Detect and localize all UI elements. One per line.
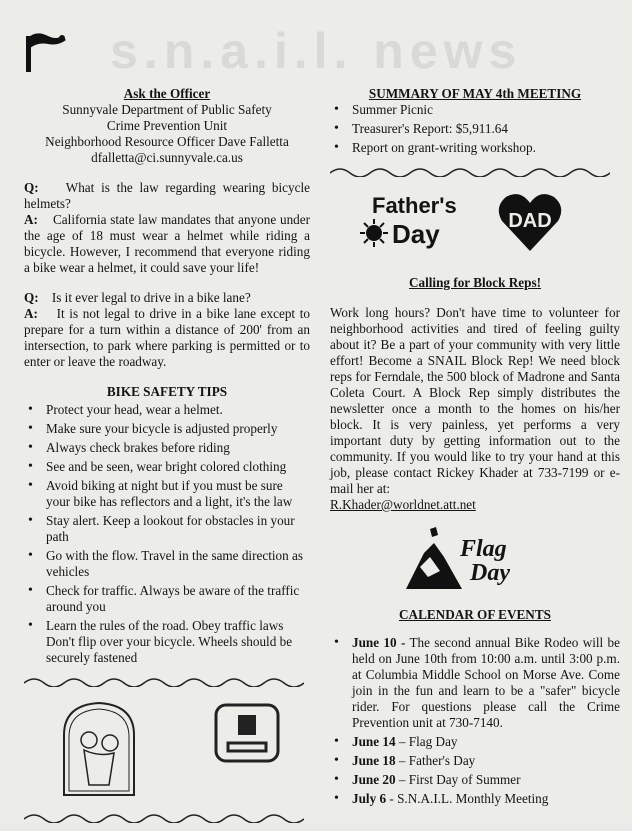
bike-tips-heading: BIKE SAFETY TIPS	[106, 384, 228, 399]
event-date: July 6	[352, 791, 387, 806]
event-text: – Father's Day	[398, 753, 476, 768]
fathers-day-banner	[330, 191, 620, 263]
list-item: • Summer Picnic	[330, 102, 620, 118]
answer-2	[24, 306, 310, 370]
block-reps-heading: Calling for Block Reps!	[408, 275, 541, 290]
answer-1	[24, 212, 310, 276]
list-item: • See and be seen, wear bright colored clothing	[24, 459, 310, 475]
bike-tips-list	[24, 402, 310, 666]
masthead-title: s.n.a.i.l. news	[110, 23, 523, 79]
snail-divider-icon	[330, 163, 610, 177]
ask-line-2: Crime Prevention Unit	[106, 118, 228, 133]
list-item: • Go with the flow. Travel in the same direction as vehicles	[24, 548, 310, 580]
question-1	[24, 180, 310, 212]
list-item: • Always check brakes before riding	[24, 440, 310, 456]
snail-divider-icon	[24, 673, 304, 687]
q-label: Q:	[24, 180, 39, 195]
block-rep-email-link[interactable]: R.Khader@worldnet.att.net	[330, 497, 476, 512]
snail-divider-icon	[24, 809, 304, 823]
event-text: – First Day of Summer	[398, 772, 521, 787]
flag-day-banner	[330, 523, 620, 597]
summary-heading: SUMMARY OF MAY 4th MEETING	[368, 86, 582, 101]
ask-line-3: Neighborhood Resource Officer Dave Falletta	[45, 134, 289, 149]
list-item	[330, 734, 620, 750]
question-2	[24, 290, 310, 306]
event-text: The second annual Bike Rodeo will be held on June 10th from 10:00 a.m. until 3:00 p.m. at Columbia Middle School on Morse Ave. Come join in the fun and learn to be a "safer" bicycle rider. For questions please call the Crime Prevention unit at 730-7140.	[352, 635, 620, 730]
flag-text: Flag	[460, 536, 507, 562]
question-1-text: What is the law regarding wearing bicycle helmets?	[24, 180, 310, 211]
list-item	[330, 635, 620, 731]
summary-list	[330, 102, 620, 156]
block-reps-text: Work long hours? Don't have time to volunteer for neighborhood activities and tired of feeling guilty about it? Be a part of your community with very little effort! Become a SNAIL Block Rep! We need block reps for Ferndale, the 500 block of Madrone and Santa Coleta Court. A Block Rep simply distributes the newsletter once a month to the homes on his/her block. It is very painless, yet performs a very important duty by getting information out to the community. If you would like to try your hand at this job, please contact Rickey Khader at 733-7199 or e-mail her at:	[330, 305, 620, 496]
sun-icon	[360, 219, 388, 247]
a-label: A:	[24, 212, 38, 227]
list-item: • Stay alert. Keep a lookout for obstacles in your path	[24, 513, 310, 545]
events-list	[330, 635, 620, 807]
event-date: June 10 -	[352, 635, 406, 650]
dad-text: DAD	[508, 210, 552, 232]
clipart-row	[24, 695, 310, 805]
list-item	[330, 772, 620, 788]
list-item: • Learn the rules of the road. Obey traffic laws Don't flip over your bicycle. Wheels should be securely fastened	[24, 618, 310, 666]
right-column	[330, 86, 620, 810]
ask-officer-heading: Ask the Officer	[123, 86, 211, 101]
flag-day-text: Day	[470, 560, 510, 586]
list-item: • Protect your head, wear a helmet.	[24, 402, 310, 418]
event-text: - S.N.A.I.L. Monthly Meeting	[389, 791, 549, 806]
question-2-text: Is it ever legal to drive in a bike lane?	[51, 290, 251, 305]
a-label: A:	[24, 306, 38, 321]
day-text: Day	[392, 219, 440, 249]
fathers-day-text: Father's	[372, 193, 457, 218]
snail-logo-icon	[22, 26, 72, 76]
dad-heart-icon	[498, 191, 562, 253]
event-date: June 14	[352, 734, 396, 749]
list-item: • Treasurer's Report: $5,911.64	[330, 121, 620, 137]
list-item: • Check for traffic. Always be aware of the traffic around you	[24, 583, 310, 615]
q-label: Q:	[24, 290, 39, 305]
list-item	[330, 791, 620, 807]
list-item: • Make sure your bicycle is adjusted properly	[24, 421, 310, 437]
event-text: – Flag Day	[398, 734, 458, 749]
ask-line-1: Sunnyvale Department of Public Safety	[62, 102, 272, 117]
left-column	[24, 86, 310, 831]
bike-path-sign-icon	[214, 703, 280, 763]
officer-email-link[interactable]: dfalletta@ci.sunnyvale.ca.us	[91, 150, 243, 165]
list-item: • Report on grant-writing workshop.	[330, 140, 620, 156]
answer-2-text: It is not legal to drive in a bike lane except to prepare for a turn within a distance of 200' from an intersection, to park where parking is permitted or to enter or leave the roadway.	[24, 306, 310, 369]
list-item	[330, 753, 620, 769]
answer-1-text: California state law mandates that anyone under the age of 18 must wear a helmet while riding a bicycle. However, I recommend that everyone riding a bike wear a helmet, it could save your life!	[24, 212, 311, 275]
calendar-heading: CALENDAR OF EVENTS	[399, 607, 551, 622]
list-item: • Avoid biking at night but if you must be sure your bike has reflectors and a light, it's the law	[24, 478, 310, 510]
event-date: June 20	[352, 772, 396, 787]
cyclists-clipart-icon	[54, 695, 144, 805]
event-date: June 18	[352, 753, 396, 768]
